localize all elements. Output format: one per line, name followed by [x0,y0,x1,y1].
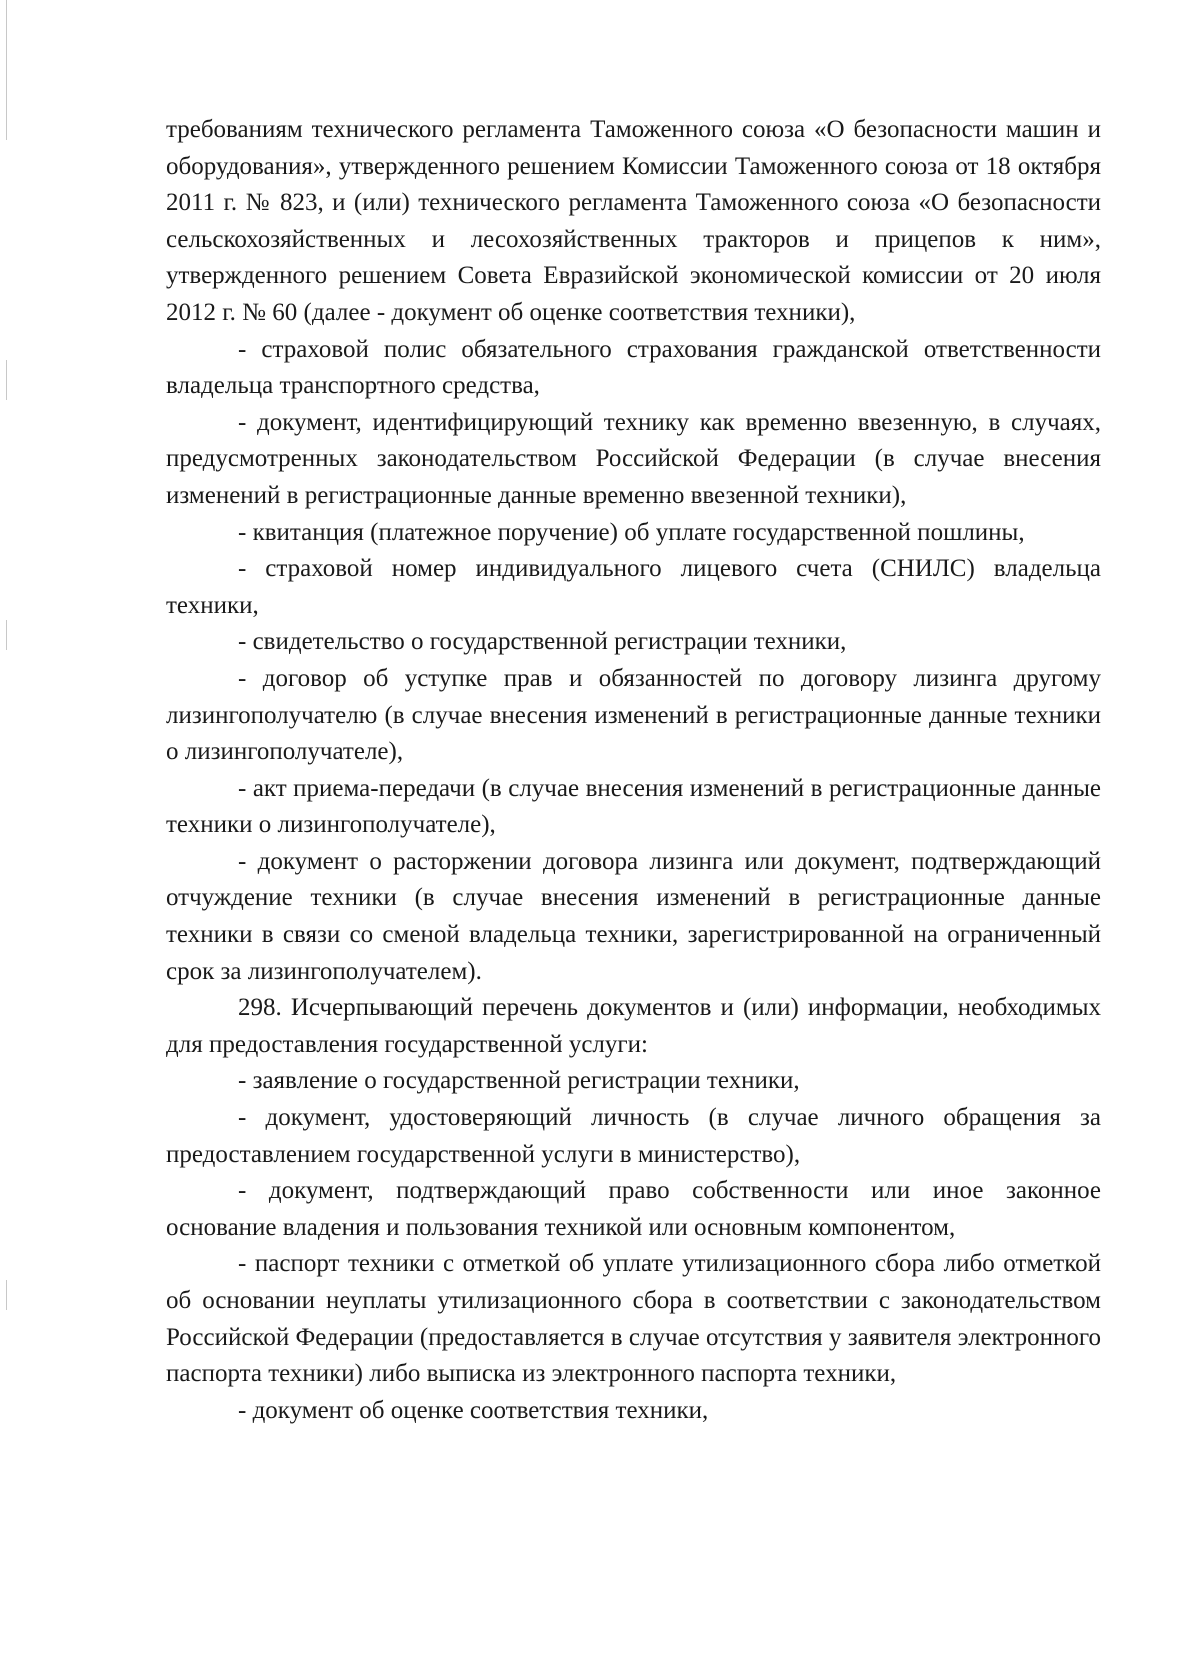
list-item-leasing-termination: - документ о расторжении договора лизинга или документ, подтверждающий отчуждение техники (в случае внесения изменений в регистрационные данные техники в связи со сменой владельца техники, зарегистрированной на ограниченный срок за лизингополучателем). [166,847,1101,985]
list-item-vehicle-passport: - паспорт техники с отметкой об уплате утилизационного сбора либо отметкой об основании неуплаты утилизационного сбора в соответствии с законодательством Российской Федерации (предоставляется в случае отсутствия у заявителя электронного паспорта техники) либо выписка из электронного паспорта техники, [166,1250,1101,1388]
list-item-leasing-assignment: - договор об уступке прав и обязанностей по договору лизинга другому лизингополучателю (в случае внесения изменений в регистрационные данные техники о лизингополучателе), [166,664,1101,766]
list-item-application: - заявление о государственной регистрации техники, [238,1067,800,1095]
list-item-conformity-document: - документ об оценке соответствия техники, [238,1396,709,1424]
paragraph-continuation: требованиям технического регламента Таможенного союза «О безопасности машин и оборудования», утвержденного решением Комиссии Таможенного союза от 18 октября 2011 г. № 823, и (или) технического регламента Таможенного союза «О безопасности сельскохозяйственных и лесохозяйственных тракторов и прицепов к ним», утвержденного решением Совета Евразийской экономической комиссии от 20 июля 2012 г. № 60 (далее - документ об оценке соответствия техники), [166,116,1101,326]
scan-edge-line [6,360,7,400]
list-item-fee-receipt: - квитанция (платежное поручение) об уплате государственной пошлины, [238,518,1025,546]
list-item-temporary-import-document: - документ, идентифицирующий технику как временно ввезенную, в случаях, предусмотренных законодательством Российской Федерации (в случае внесения изменений в регистрационные данные временно ввезенной техники), [166,408,1101,509]
list-item-transfer-act: - акт приема-передачи (в случае внесения изменений в регистрационные данные техники о лизингополучателе), [166,774,1101,839]
list-item-snils: - страховой номер индивидуального лицевого счета (СНИЛС) владельца техники, [166,555,1101,619]
list-item-registration-certificate: - свидетельство о государственной регистрации техники, [238,628,847,656]
scan-edge-line [6,620,7,650]
section-298-heading: 298. Исчерпывающий перечень документов и (или) информации, необходимых для предоставления государственной услуги: [166,994,1101,1058]
document-body [166,112,1101,1429]
scan-edge-line [6,0,7,140]
list-item-ownership-document: - документ, подтверждающий право собственности или иное законное основание владения и пользования техникой или основным компонентом, [166,1177,1101,1241]
list-item-insurance-policy: - страховой полис обязательного страхования гражданской ответственности владельца транспортного средства, [166,335,1101,400]
list-item-identity-document: - документ, удостоверяющий личность (в случае личного обращения за предоставлением государственной услуги в министерство), [166,1104,1101,1168]
scan-edge-line [6,1280,7,1310]
